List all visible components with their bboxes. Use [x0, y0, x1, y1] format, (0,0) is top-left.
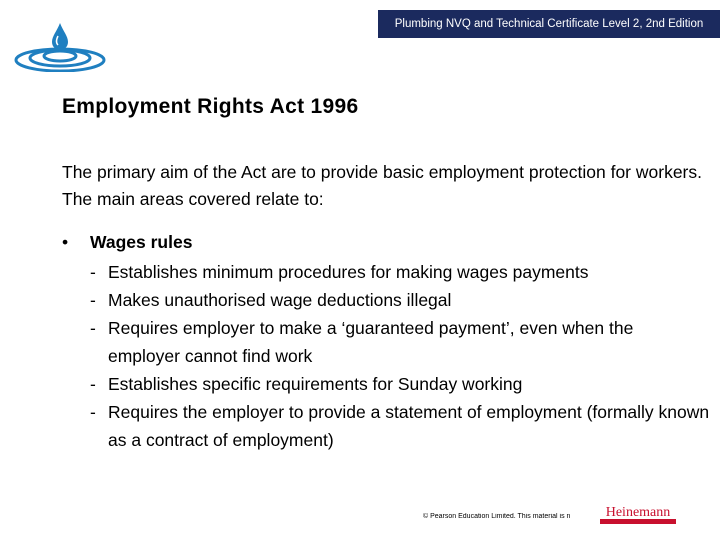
list-item: - Establishes minimum procedures for making wages payments — [90, 258, 710, 286]
slide-title: Employment Rights Act 1996 — [62, 95, 359, 118]
list-item: - Establishes specific requirements for Sunday working — [90, 370, 710, 398]
intro-paragraph: The primary aim of the Act are to provide basic employment protection for workers. The main areas covered relate to: — [62, 162, 702, 209]
water-drop-logo-icon — [14, 20, 106, 72]
list-item: - Requires employer to make a ‘guaranteed payment’, even when the employer cannot find work — [90, 314, 710, 370]
copyright-notice: © Pearson Education Limited. This material is n — [423, 513, 571, 520]
publisher-logo — [600, 505, 676, 525]
list-item: - Makes unauthorised wage deductions illegal — [90, 286, 710, 314]
sub-item-list — [90, 258, 710, 454]
course-title-bar — [378, 10, 720, 38]
list-item: - Requires the employer to provide a statement of employment (formally known as a contract of employment) — [90, 398, 710, 454]
course-title: Plumbing NVQ and Technical Certificate Level 2, 2nd Edition — [394, 18, 704, 30]
bullet-marker: • — [62, 232, 69, 252]
bullet-label: Wages rules — [90, 232, 193, 252]
publisher-logo-bar — [600, 519, 676, 524]
publisher-logo-text: Heinemann — [605, 507, 671, 519]
